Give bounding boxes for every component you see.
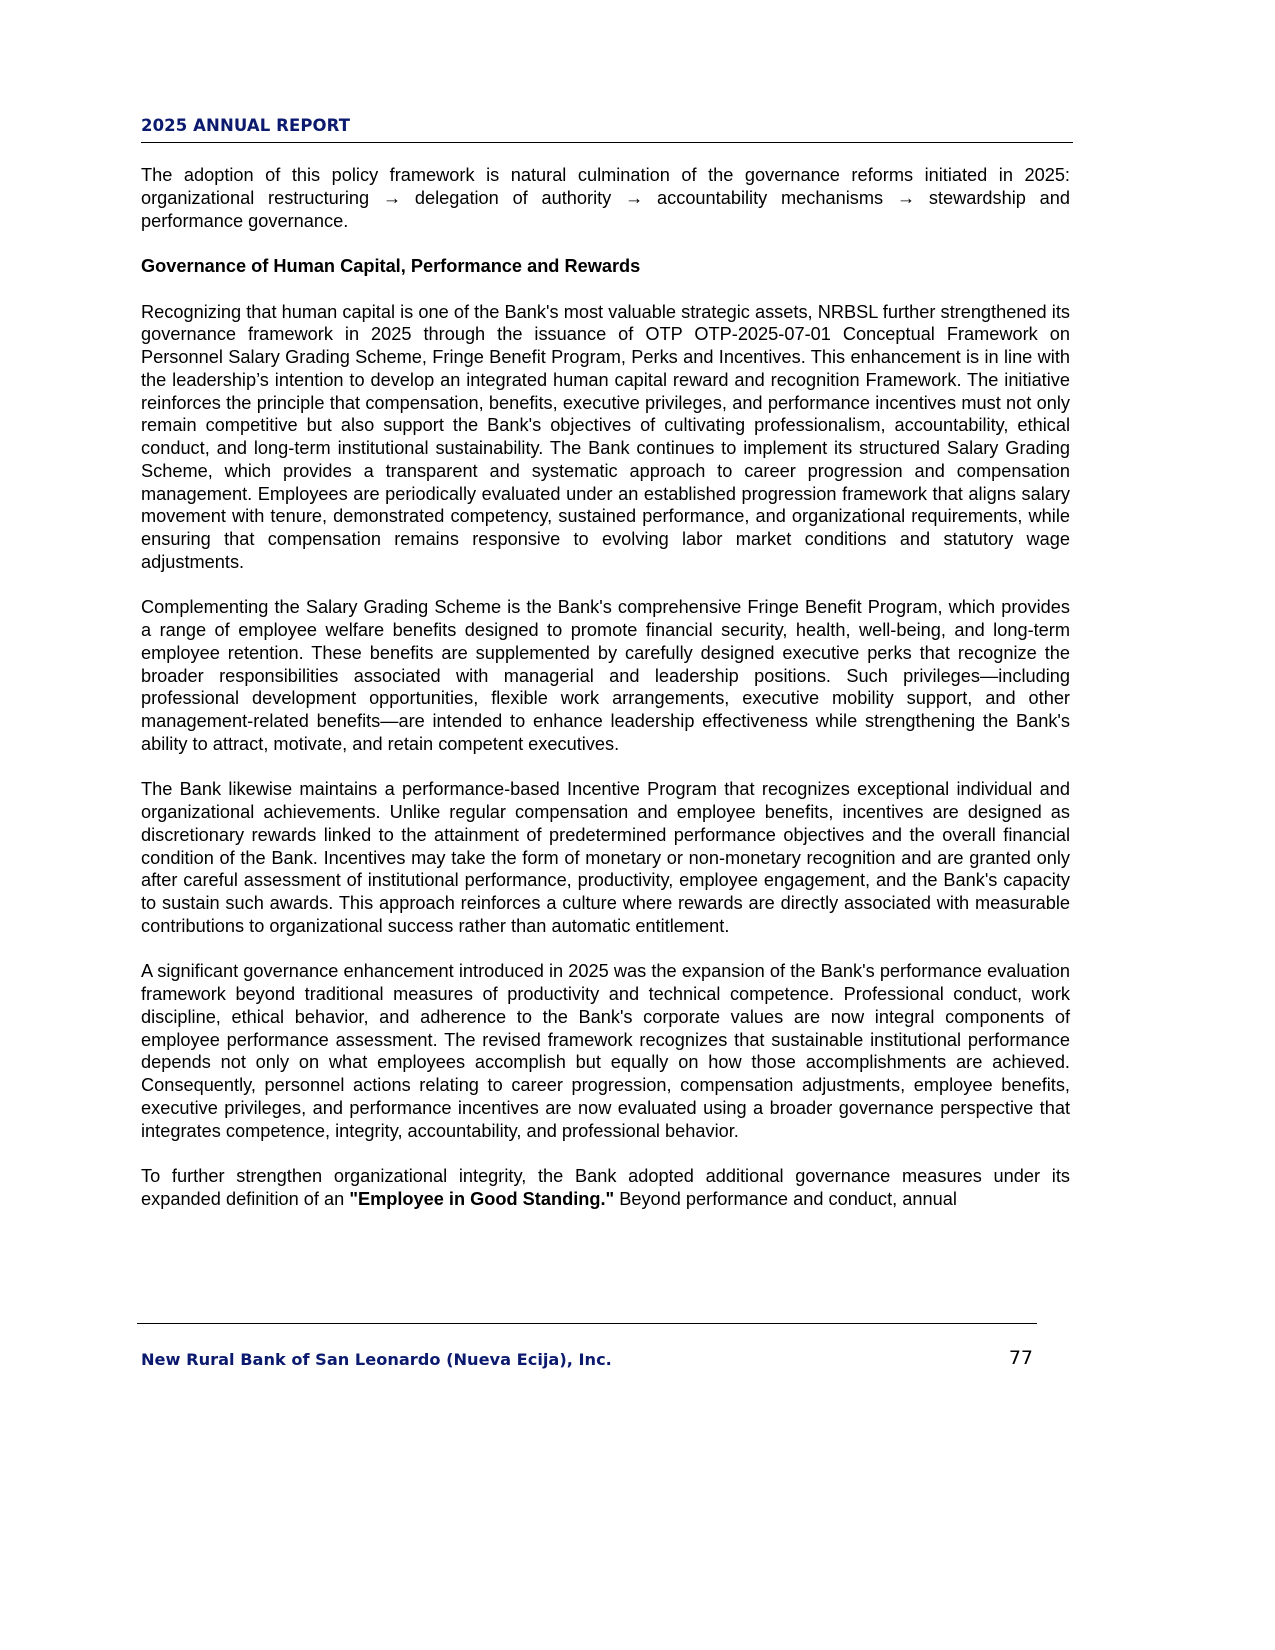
footer-bank-name: New Rural Bank of San Leonardo (Nueva Ecija), Inc. <box>141 1350 612 1369</box>
good-standing-text-start: To further strengthen organizational integrity, the Bank adopted additional governance measures under its expanded definition of an <box>141 1166 1070 1209</box>
page-header <box>141 116 1073 143</box>
incentive-program-paragraph: The Bank likewise maintains a performance-based Incentive Program that recognizes exceptional individual and organizational achievements. Unlike regular compensation and employee benefits, incentives are designed as discretionary rewards linked to the attainment of predetermined performance objectives and the overall financial condition of the Bank. Incentives may take the form of monetary or non-monetary recognition and are granted only after careful assessment of institutional performance, productivity, employee engagement, and the Bank's capacity to sustain such awards. This approach reinforces a culture where rewards are directly associated with measurable contributions to organizational success rather than automatic entitlement. <box>141 779 1070 936</box>
header-divider <box>141 142 1073 143</box>
page-content <box>141 164 1070 1211</box>
good-standing-text-end: Beyond performance and conduct, annual <box>614 1188 957 1209</box>
footer-divider <box>137 1323 1037 1324</box>
section-heading: Governance of Human Capital, Performance and Rewards <box>141 256 641 276</box>
intro-paragraph: The adoption of this policy framework is natural culmination of the governance reforms initiated in 2025: organizational restructuring → delegation of authority → accountability mechanisms → stewardship and performance governance. <box>141 165 1070 231</box>
fringe-benefit-paragraph: Complementing the Salary Grading Scheme is the Bank's comprehensive Fringe Benefit Program, which provides a range of employee welfare benefits designed to promote financial security, health, well-being, and long-term employee retention. These benefits are supplemented by carefully designed executive perks that recognize the broader responsibilities associated with managerial and leadership positions. Such privileges—including professional development opportunities, flexible work arrangements, executive mobility support, and other management-related benefits—are intended to enhance leadership effectiveness while strengthening the Bank's ability to attract, motivate, and retain competent executives. <box>141 597 1070 754</box>
report-title: 2025 ANNUAL REPORT <box>141 116 351 135</box>
good-standing-term: "Employee in Good Standing." <box>349 1188 615 1209</box>
page-number: 77 <box>1008 1347 1033 1369</box>
good-standing-paragraph <box>141 1165 1070 1211</box>
performance-evaluation-paragraph: A significant governance enhancement introduced in 2025 was the expansion of the Bank's performance evaluation framework beyond traditional measures of productivity and technical competence. Professional conduct, work discipline, ethical behavior, and adherence to the Bank's corporate values are now integral components of employee performance assessment. The revised framework recognizes that sustainable institutional performance depends not only on what employees accomplish but equally on how those accomplishments are achieved. Consequently, personnel actions relating to career progression, compensation adjustments, employee benefits, executive privileges, and performance incentives are now evaluated using a broader governance perspective that integrates competence, integrity, accountability, and professional behavior. <box>141 961 1070 1141</box>
human-capital-paragraph: Recognizing that human capital is one of the Bank's most valuable strategic assets, NRBSL further strengthened its governance framework in 2025 through the issuance of OTP OTP-2025-07-01 Conceptual Framework on Personnel Salary Grading Scheme, Fringe Benefit Program, Perks and Incentives. This enhancement is in line with the leadership’s intention to develop an integrated human capital reward and recognition Framework. The initiative reinforces the principle that compensation, benefits, executive privileges, and performance incentives must not only remain competitive but also support the Bank's objectives of cultivating professionalism, accountability, ethical conduct, and long-term institutional sustainability. The Bank continues to implement its structured Salary Grading Scheme, which provides a transparent and systematic approach to career progression and compensation management. Employees are periodically evaluated under an established progression framework that aligns salary movement with tenure, demonstrated competency, sustained performance, and organizational requirements, while ensuring that compensation remains responsive to evolving labor market conditions and statutory wage adjustments. <box>141 301 1070 572</box>
